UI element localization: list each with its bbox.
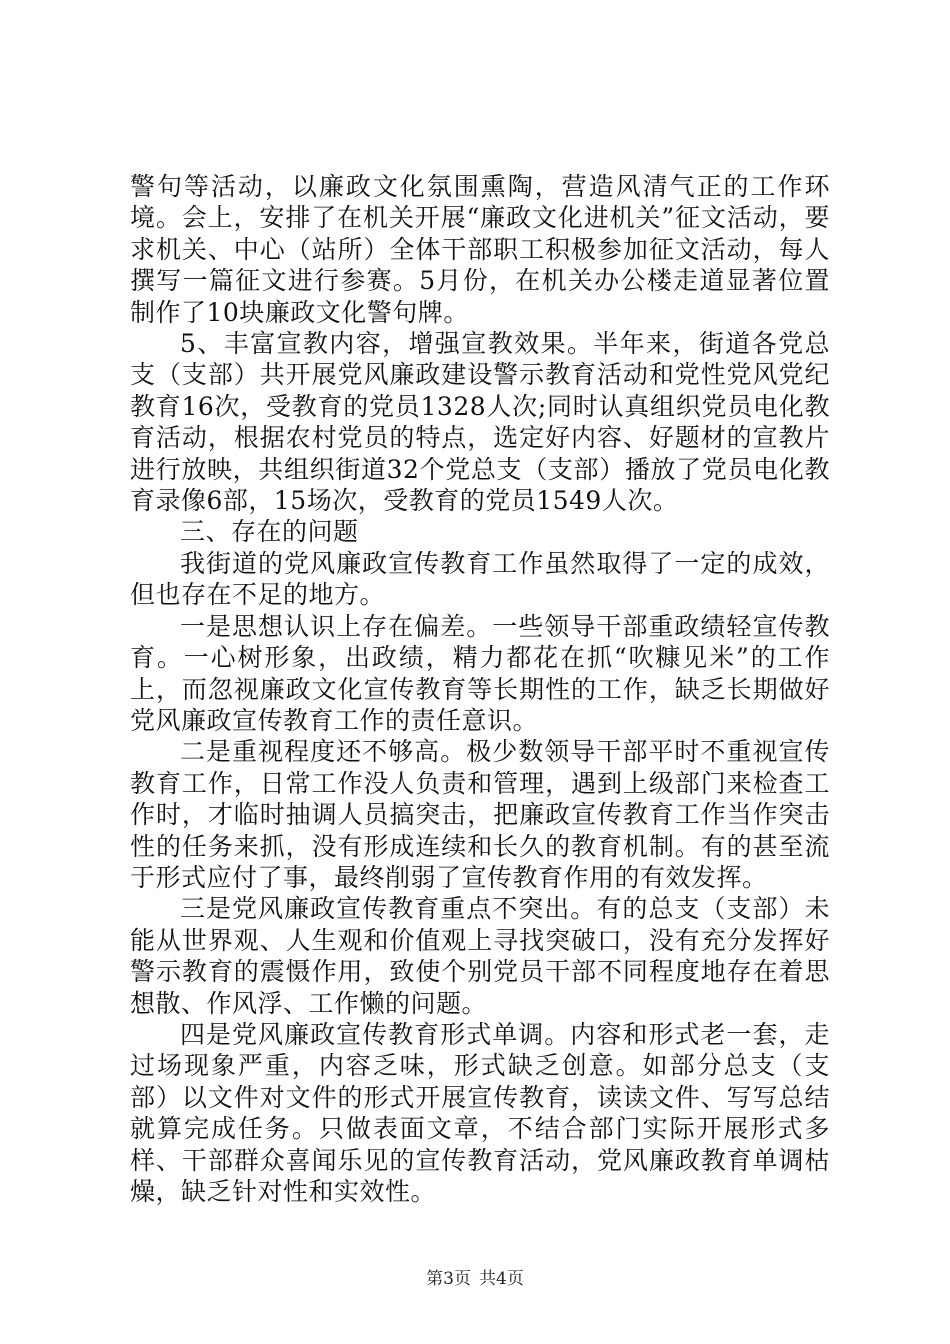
paragraph-item-5: 5、丰富宣教内容，增强宣教效果。半年来，街道各党总支（支部）共开展党风廉政建设警示教育活动和党性党风党纪教育16次，受教育的党员1328人次;同时认真组织党员电化教育活动，根据农村党员的特点，选定好内容、好题材的宣教片进行放映，共组织街道32个党总支（支部）播放了党员电化教育录像6部，15场次，受教育的党员1549人次。 <box>130 329 830 516</box>
page-footer <box>0 1268 950 1290</box>
paragraph-problem-4: 四是党风廉政宣传教育形式单调。内容和形式老一套，走过场现象严重，内容乏味，形式缺乏创意。如部分总支（支部）以文件对文件的形式开展宣传教育，读读文件、写写总结就算完成任务。只做表面文章，不结合部门实际开展形式多样、干部群众喜闻乐见的宣传教育活动，党风廉政教育单调枯燥，缺乏针对性和实效性。 <box>130 1019 830 1206</box>
paragraph-continuation: 警句等活动，以廉政文化氛围熏陶，营造风清气正的工作环境。会上，安排了在机关开展“廉政文化进机关”征文活动，要求机关、中心（站所）全体干部职工积极参加征文活动，每人撰写一篇征文进行参赛。5月份，在机关办公楼走道显著位置制作了10块廉政文化警句牌。 <box>130 172 830 327</box>
paragraph-problem-3: 三是党风廉政宣传教育重点不突出。有的总支（支部）未能从世界观、人生观和价值观上寻找突破口，没有充分发挥好警示教育的震慑作用，致使个别党员干部不同程度地存在着思想散、作风浮、工作懒的问题。 <box>130 894 830 1018</box>
section-heading-problems: 三、存在的问题 <box>180 517 359 547</box>
paragraph-problem-2: 二是重视程度还不够高。极少数领导干部平时不重视宣传教育工作，日常工作没人负责和管理，遇到上级部门来检查工作时，才临时抽调人员搞突击，把廉政宣传教育工作当作突击性的任务来抓，没有形成连续和长久的教育机制。有的甚至流于形式应付了事，最终削弱了宣传教育作用的有效发挥。 <box>130 737 830 892</box>
paragraph-intro: 我街道的党风廉政宣传教育工作虽然取得了一定的成效，但也存在不足的地方。 <box>130 548 830 610</box>
document-body <box>130 171 830 1207</box>
page-number: 第3页 <box>426 1269 471 1289</box>
page-total: 共4页 <box>479 1269 524 1289</box>
paragraph-problem-1: 一是思想认识上存在偏差。一些领导干部重政绩轻宣传教育。一心树形象，出政绩，精力都花在抓“吹糠见米”的工作上，而忽视廉政文化宣传教育等长期性的工作，缺乏长期做好党风廉政宣传教育工作的责任意识。 <box>130 611 830 735</box>
